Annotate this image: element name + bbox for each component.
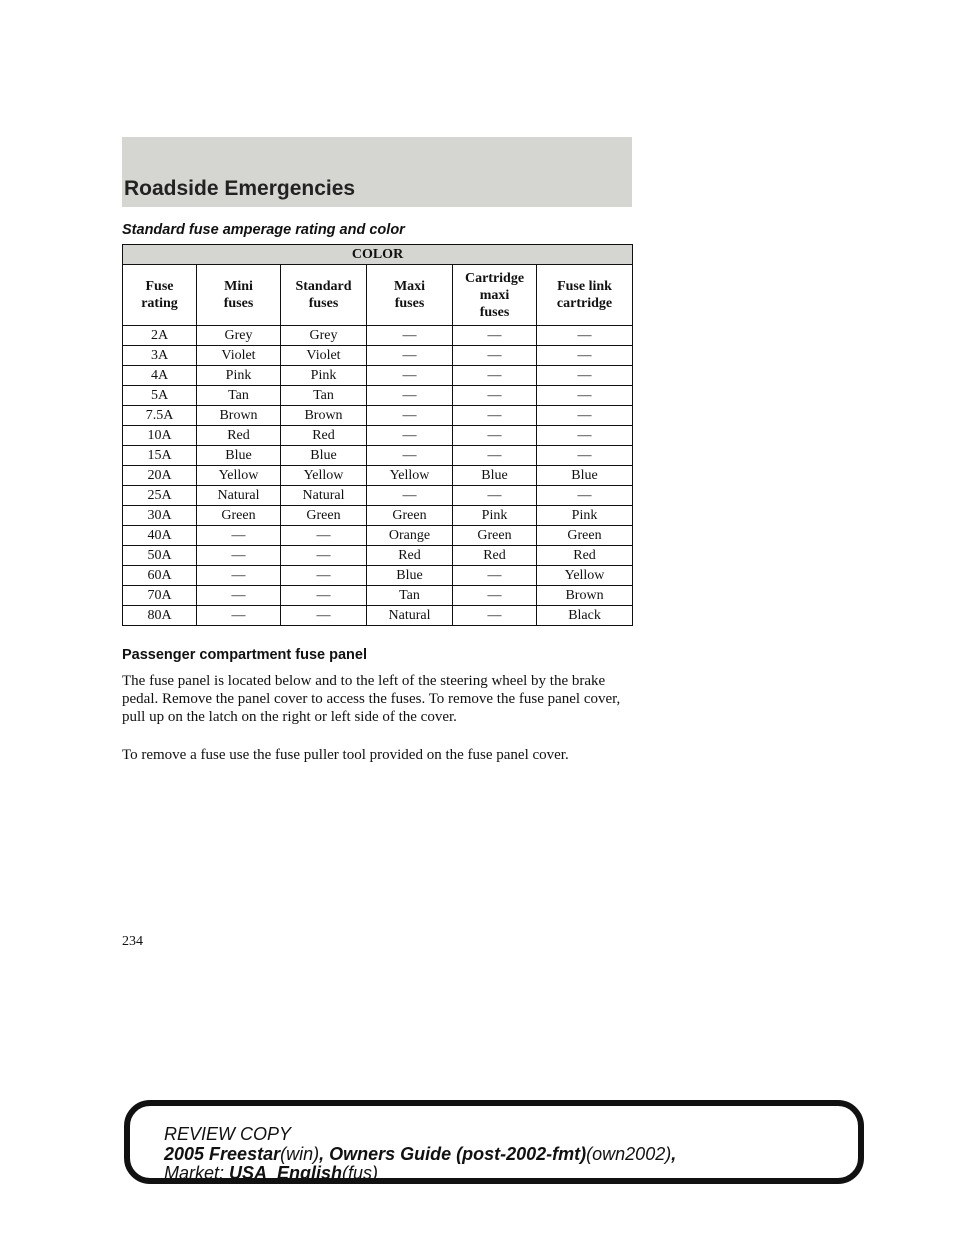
table-cell: Red [281,426,367,446]
fuse-removal-paragraph: To remove a fuse use the fuse puller tool provided on the fuse panel cover. [122,747,569,763]
table-row [123,446,633,466]
table-cell: 3A [123,346,197,366]
column-header-line: cartridge [556,296,613,311]
table-row [123,466,633,486]
table-cell: Red [197,426,281,446]
table-cell: 20A [123,466,197,486]
footer-guide: Owners Guide (post-2002-fmt) [329,1144,587,1164]
color-group-header: COLOR [123,245,633,265]
column-header-line: fuses [223,296,254,311]
column-header-line: Fuse [145,279,174,294]
table-cell: Brown [537,586,633,606]
table-cell: — [281,546,367,566]
table-cell: — [367,386,453,406]
table-cell: — [281,606,367,626]
table-cell: — [453,566,537,586]
table-cell: — [197,606,281,626]
footer-document-line [164,1144,676,1164]
table-cell: Green [537,526,633,546]
table-cell: Red [453,546,537,566]
table-cell: Pink [537,506,633,526]
table-cell: 40A [123,526,197,546]
passenger-fuse-panel-heading: Passenger compartment fuse panel [122,647,367,663]
table-cell: Grey [281,326,367,346]
column-header [537,265,633,326]
table-cell: Red [367,546,453,566]
table-cell: Brown [197,406,281,426]
table-cell: Green [367,506,453,526]
table-cell: Green [197,506,281,526]
section-title: Roadside Emergencies [124,177,356,200]
table-cell: — [197,526,281,546]
table-caption: Standard fuse amperage rating and color [122,222,405,238]
table-cell: — [537,486,633,506]
table-cell: 80A [123,606,197,626]
table-row [123,386,633,406]
column-header-line: fuses [308,296,339,311]
footer-guide-code: (own2002) [586,1144,672,1164]
table-cell: Blue [281,446,367,466]
column-header [281,265,367,326]
table-cell: — [537,406,633,426]
table-row [123,346,633,366]
table-cell: Brown [281,406,367,426]
column-header-line: fuses [479,304,510,320]
table-cell: — [537,386,633,406]
table-cell: — [453,426,537,446]
column-header [197,265,281,326]
column-header [123,265,197,326]
footer-sep-2: , [671,1144,677,1164]
table-row [123,506,633,526]
table-cell: 70A [123,586,197,606]
footer-model-code: (win) [280,1144,320,1164]
table-cell: Blue [453,466,537,486]
table-cell: Pink [281,366,367,386]
column-header-line: Mini [224,279,253,294]
footer-market: USA_English [229,1163,343,1183]
table-cell: — [281,526,367,546]
table-cell: — [453,406,537,426]
table-cell: Red [537,546,633,566]
table-cell: — [453,606,537,626]
footer-market-line [164,1163,378,1183]
table-cell: Blue [367,566,453,586]
table-row [123,586,633,606]
table-cell: Pink [197,366,281,386]
table-cell: Grey [197,326,281,346]
column-header-line: maxi [479,287,510,303]
table-cell: Yellow [537,566,633,586]
table-cell: 7.5A [123,406,197,426]
table-cell: — [453,326,537,346]
table-cell: — [367,346,453,366]
column-header-line: Maxi [393,279,426,294]
table-cell: Blue [537,466,633,486]
table-cell: — [537,326,633,346]
table-cell: Green [453,526,537,546]
table-cell: 60A [123,566,197,586]
table-cell: Black [537,606,633,626]
table-cell: Tan [281,386,367,406]
table-cell: Green [281,506,367,526]
table-cell: — [453,366,537,386]
column-header [367,265,453,326]
table-cell: — [197,566,281,586]
table-cell: Yellow [197,466,281,486]
table-cell: — [453,486,537,506]
table-cell: — [453,446,537,466]
column-header-line: Standard [295,279,352,294]
table-cell: — [197,546,281,566]
table-cell: Pink [453,506,537,526]
table-cell: 10A [123,426,197,446]
table-cell: — [197,586,281,606]
column-header-line: Cartridge [464,270,525,286]
table-cell: — [367,426,453,446]
table-cell: — [367,366,453,386]
page-number: 234 [122,934,143,949]
table-row [123,486,633,506]
table-cell: 25A [123,486,197,506]
table-cell: — [537,446,633,466]
table-cell: — [367,446,453,466]
table-cell: 50A [123,546,197,566]
table-cell: Yellow [281,466,367,486]
table-row [123,326,633,346]
table-row [123,546,633,566]
table-row [123,406,633,426]
fuse-color-table [122,244,633,626]
table-cell: — [537,366,633,386]
table-cell: Natural [367,606,453,626]
table-row [123,366,633,386]
table-cell: — [367,486,453,506]
table-cell: — [537,426,633,446]
table-cell: Violet [197,346,281,366]
table-row [123,606,633,626]
table-cell: — [281,566,367,586]
footer-sep-1: , [319,1144,330,1164]
column-header-line: fuses [394,296,425,311]
table-cell: 5A [123,386,197,406]
table-row [123,566,633,586]
table-cell: — [367,326,453,346]
column-header-line: Fuse link [557,279,612,294]
table-cell: 30A [123,506,197,526]
column-header [453,265,537,326]
table-cell: Natural [197,486,281,506]
table-cell: Yellow [367,466,453,486]
table-cell: 2A [123,326,197,346]
table-cell: — [367,406,453,426]
table-cell: — [453,586,537,606]
table-cell: Tan [197,386,281,406]
table-cell: Orange [367,526,453,546]
table-row [123,526,633,546]
table-cell: — [453,386,537,406]
table-cell: 4A [123,366,197,386]
table-cell: Natural [281,486,367,506]
table-cell: 15A [123,446,197,466]
footer-model: 2005 Freestar [164,1144,281,1164]
review-copy-label: REVIEW COPY [164,1124,292,1144]
table-cell: Blue [197,446,281,466]
table-cell: — [453,346,537,366]
footer-market-label: Market: [164,1163,230,1183]
footer-market-code: (fus) [342,1163,379,1183]
column-header-line: rating [141,296,178,311]
table-cell: — [537,346,633,366]
table-cell: Tan [367,586,453,606]
table-cell: Violet [281,346,367,366]
table-row [123,426,633,446]
table-cell: — [281,586,367,606]
fuse-panel-location-paragraph: The fuse panel is located below and to the left of the steering wheel by the brake pedal. Remove the panel cover to access the fuses. To remove the fuse panel cover, pull up on the latch on the right or left side of the cover. [122,673,621,725]
